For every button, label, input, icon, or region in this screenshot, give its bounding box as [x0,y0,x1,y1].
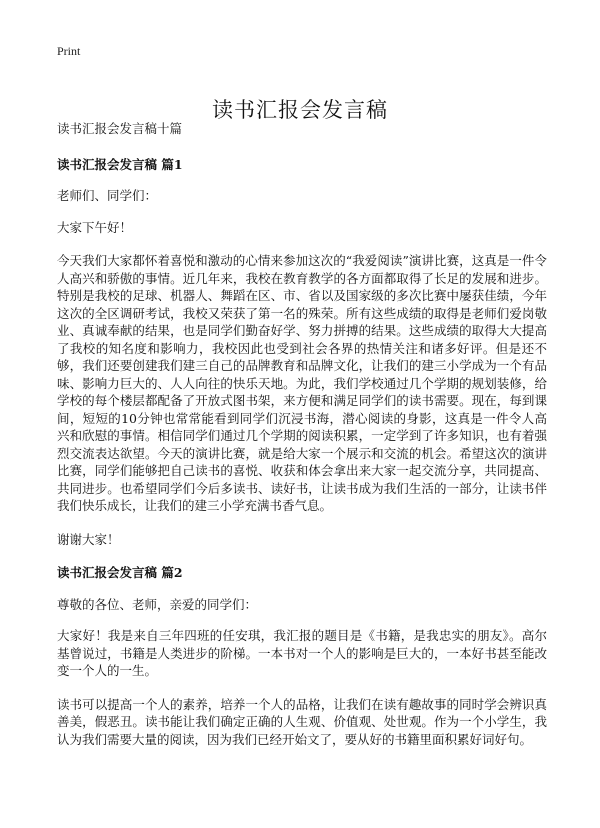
section-heading: 读书汇报会发言稿 篇2 [57,565,183,580]
document-body [57,120,547,760]
print-link[interactable]: Print [57,44,81,58]
body-paragraph: 读书可以提高一个人的素养，培养一个人的品格，让我们在读有趣故事的同时学会辨识真善美，假恶丑。读书能让我们确定正确的人生观、价值观、处世观。作为一个小学生，我认为我们需要大量的阅读，因为我们已经开始文了，要从好的书籍里面积累好词好句。 [57,696,547,747]
greeting: 大家下午好！ [57,219,133,235]
section-1 [57,156,547,549]
body-paragraph: 今天我们大家都怀着喜悦和激动的心情来参加这次的“我爱阅读”演讲比赛，这真是一件令人高兴和骄傲的事情。近几年来，我校在教育教学的各方面都取得了长足的发展和进步。特别是我校的足球、机器人、舞蹈在区、市、省以及国家级的多次比赛中屡获佳绩，今年这次的全区调研考试，我校又荣获了第一名的殊荣。所有这些成绩的取得是老师们爱岗敬业、真诚奉献的结果，也是同学们勤奋好学、努力拼搏的结果。这些成绩的取得大大提高了我校的知名度和影响力，我校因此也受到社会各界的热情关注和诸多好评。但是还不够，我们还要创建我们建三自己的品牌教育和品牌文化，让我们的建三小学成为一个有品味、影响力巨大的、人人向往的快乐天地。为此，我们学校通过几个学期的规划装修，给学校的每个楼层都配备了开放式图书架，来方便和满足同学们的读书需要。现在，每到课间，短短的10分钟也常常能看到同学们沉浸书海，潜心阅读的身影，这真是一件令人高兴和欣慰的事情。相信同学们通过几个学期的阅读积累，一定学到了许多知识，也有着强烈交流表达欲望。今天的演讲比赛，就是给大家一个展示和交流的机会。希望这次的演讲比赛，同学们能够把自己读书的喜悦、收获和体会拿出来大家一起交流分享，共同提高、共同进步。也希望同学们今后多读书、读好书，让读书成为我们生活的一部分，让读书伴我们快乐成长，让我们的建三小学充满书香气息。 [57,253,547,513]
section-2 [57,564,547,748]
page-title: 读书汇报会发言稿 [212,98,388,123]
document-subtitle: 读书汇报会发言稿十篇 [57,121,183,136]
body-paragraph: 大家好！我是来自三年四班的任安琪，我汇报的题目是《书籍，是我忠实的朋友》。高尔基曾说过，书籍是人类进步的阶梯。一本书对一个人的影响是巨大的，一本好书甚至能改变一个人的一生。 [57,628,547,678]
section-heading: 读书汇报会发言稿 篇1 [57,156,183,172]
salutation: 老师们、同学们： [57,188,158,203]
closing: 谢谢大家！ [57,531,120,547]
salutation: 尊敬的各位、老师，亲爱的同学们： [57,596,258,612]
